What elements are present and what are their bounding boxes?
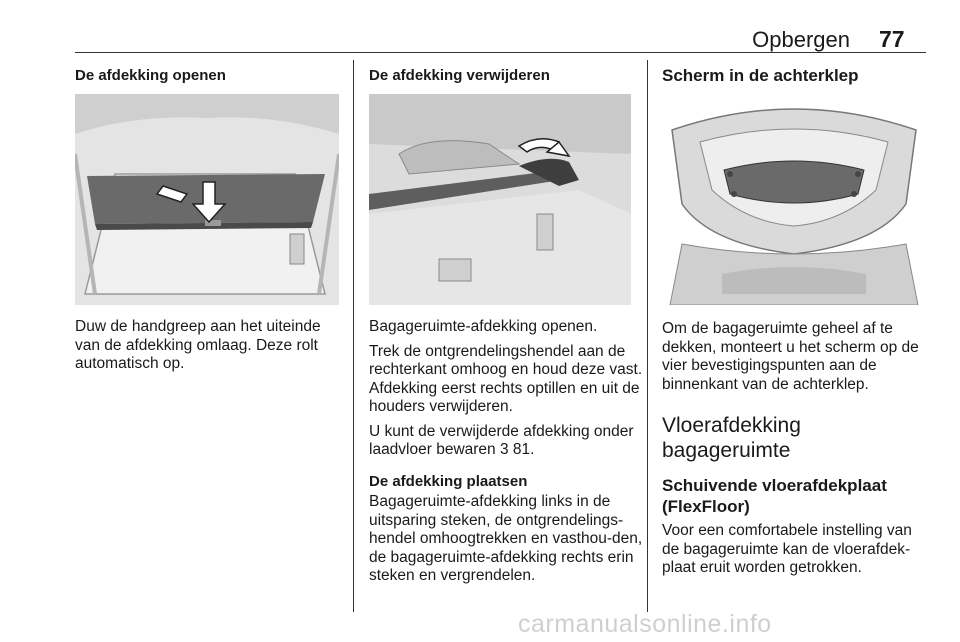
illustration-cover-open <box>75 94 339 305</box>
header-divider <box>75 52 926 53</box>
col2-subheading: De afdekking plaatsen <box>369 472 528 490</box>
col3-subheading: Schuivende vloerafdekplaat (FlexFloor) <box>662 476 887 516</box>
col2-heading: De afdekking verwijderen <box>369 67 550 84</box>
page-number: 77 <box>879 26 905 52</box>
col2-paragraph-2: Trek de ontgrendelingshendel aan de rechterkant omhoog en houd deze vast. Afdekking eerst rechts optillen en uit de houders verwijderen. <box>369 342 643 415</box>
col3-heading: Scherm in de achterklep <box>662 66 859 85</box>
col3-paragraph-2: Voor een comfortabele instelling van de bagageruimte kan de vloerafdek-plaat eruit worden getrokken. <box>662 522 912 576</box>
col2-paragraph-4: Bagageruimte-afdekking links in de uitsparing steken, de ontgrendelings-hendel omhoogtrekken en vasthou-den, de bagageruimte-afdekking rechts erin steken en vergrendelen. <box>369 493 643 584</box>
col3-section-heading: Vloerafdekking bagageruimte <box>662 414 801 462</box>
illustration-cover-remove <box>369 94 631 305</box>
watermark: carmanualsonline.info <box>518 610 772 638</box>
illustration-tailgate-screen <box>662 94 926 305</box>
col2-paragraph-1: Bagageruimte-afdekking openen. <box>369 318 598 335</box>
col3-paragraph-1: Om de bagageruimte geheel af te dekken, monteert u het scherm op de vier bevestigingspunten aan de binnenkant van de achterklep. <box>662 320 919 393</box>
column-divider-1 <box>353 60 354 612</box>
col1-paragraph: Duw de handgreep aan het uiteinde van de afdekking omlaag. Deze rolt automatisch op. <box>75 318 321 372</box>
page-section-title: Opbergen <box>752 27 850 52</box>
col1-heading: De afdekking openen <box>75 67 226 84</box>
column-divider-2 <box>647 60 648 612</box>
col2-paragraph-3: U kunt de verwijderde afdekking onder laadvloer bewaren 3 81. <box>369 422 634 458</box>
col2-text <box>369 318 644 586</box>
